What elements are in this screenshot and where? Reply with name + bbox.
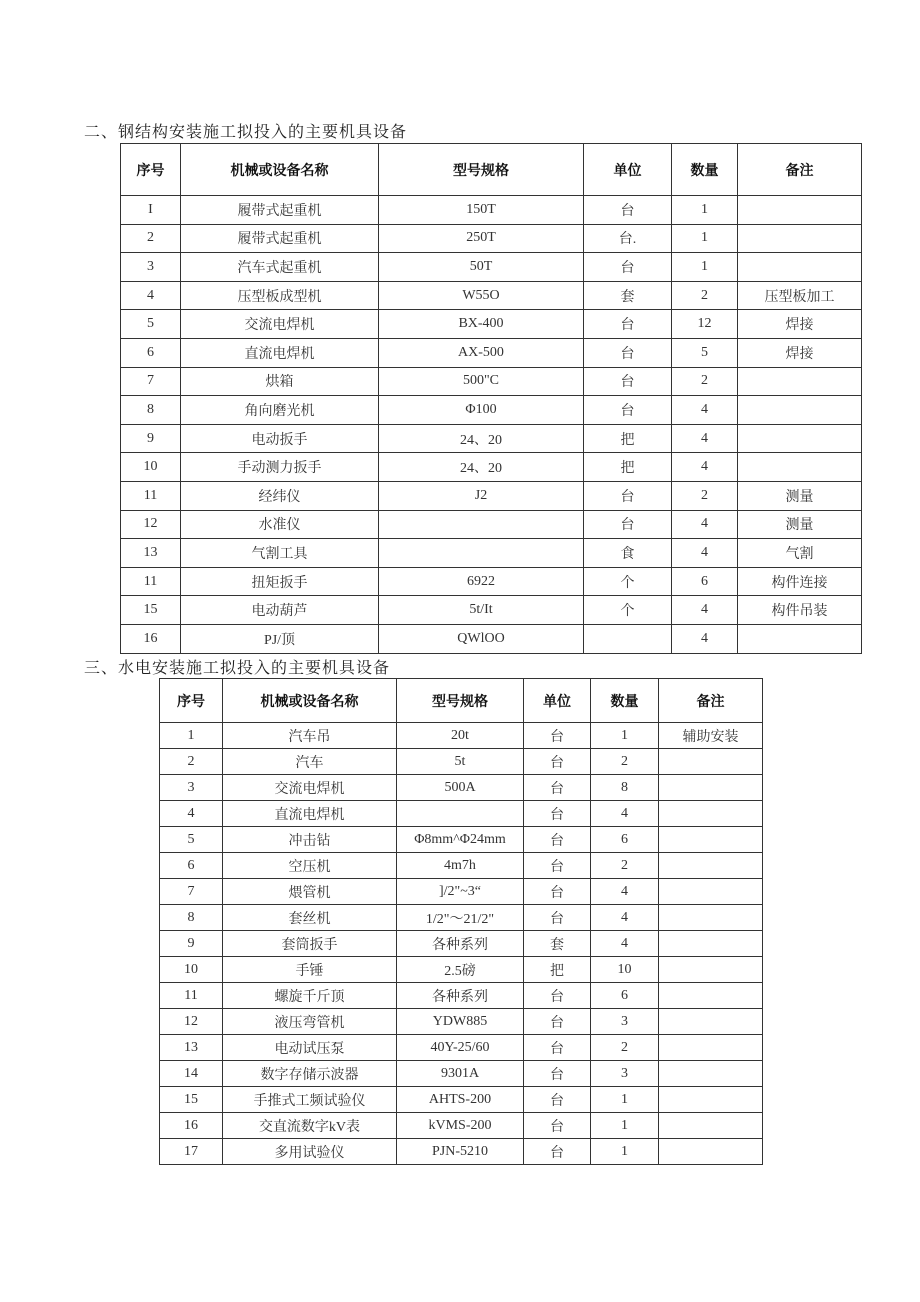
header-cell-name: 机械或设备名称 xyxy=(223,679,397,723)
unit-cell: 台 xyxy=(524,853,591,879)
name-cell: 水准仪 xyxy=(181,510,379,539)
header-cell-index: 序号 xyxy=(160,679,223,723)
note-cell xyxy=(659,1087,763,1113)
note-cell: 辅助安装 xyxy=(659,723,763,749)
index-cell: 6 xyxy=(160,853,223,879)
index-cell: 8 xyxy=(121,396,181,425)
model-cell: 5t xyxy=(397,749,524,775)
note-cell xyxy=(659,905,763,931)
name-cell: 交流电焊机 xyxy=(181,310,379,339)
index-cell: 16 xyxy=(160,1113,223,1139)
table-row xyxy=(121,539,862,568)
model-cell: W55O xyxy=(379,281,584,310)
qty-cell: 3 xyxy=(591,1061,659,1087)
name-cell: 手锤 xyxy=(223,957,397,983)
model-cell: 各种系列 xyxy=(397,983,524,1009)
note-cell: 焊接 xyxy=(738,310,862,339)
name-cell: 扭矩扳手 xyxy=(181,567,379,596)
name-cell: 压型板成型机 xyxy=(181,281,379,310)
qty-cell: 1 xyxy=(591,723,659,749)
header-cell-note: 备注 xyxy=(659,679,763,723)
model-cell: 500A xyxy=(397,775,524,801)
table-row xyxy=(160,1061,763,1087)
table-row xyxy=(160,1139,763,1165)
note-cell xyxy=(738,253,862,282)
note-cell xyxy=(738,196,862,225)
qty-cell: 5 xyxy=(672,338,738,367)
index-cell: 11 xyxy=(121,481,181,510)
unit-cell: 台 xyxy=(524,827,591,853)
note-cell xyxy=(659,879,763,905)
qty-cell: 4 xyxy=(591,879,659,905)
note-cell: 气割 xyxy=(738,539,862,568)
qty-cell: 4 xyxy=(672,624,738,653)
model-cell: 250T xyxy=(379,224,584,253)
model-cell: PJN-5210 xyxy=(397,1139,524,1165)
name-cell: 汽车 xyxy=(223,749,397,775)
table-row xyxy=(121,424,862,453)
qty-cell: 4 xyxy=(591,905,659,931)
model-cell: 9301A xyxy=(397,1061,524,1087)
unit-cell: 台 xyxy=(524,1061,591,1087)
name-cell: 交流电焊机 xyxy=(223,775,397,801)
index-cell: 12 xyxy=(160,1009,223,1035)
name-cell: 多用试验仪 xyxy=(223,1139,397,1165)
note-cell xyxy=(738,624,862,653)
qty-cell: 6 xyxy=(672,567,738,596)
unit-cell xyxy=(584,624,672,653)
unit-cell: 食 xyxy=(584,539,672,568)
note-cell xyxy=(738,453,862,482)
name-cell: 汽车吊 xyxy=(223,723,397,749)
header-cell-note: 备注 xyxy=(738,144,862,196)
qty-cell: 4 xyxy=(672,539,738,568)
note-cell xyxy=(659,1061,763,1087)
model-cell: QWlOO xyxy=(379,624,584,653)
model-cell: 150T xyxy=(379,196,584,225)
note-cell: 测量 xyxy=(738,481,862,510)
unit-cell: 台 xyxy=(584,367,672,396)
qty-cell: 6 xyxy=(591,827,659,853)
table-row xyxy=(160,931,763,957)
name-cell: 经纬仪 xyxy=(181,481,379,510)
index-cell: 12 xyxy=(121,510,181,539)
index-cell: 11 xyxy=(160,983,223,1009)
index-cell: 16 xyxy=(121,624,181,653)
name-cell: 电动试压泵 xyxy=(223,1035,397,1061)
table-row xyxy=(121,453,862,482)
qty-cell: 1 xyxy=(672,253,738,282)
index-cell: 5 xyxy=(121,310,181,339)
qty-cell: 4 xyxy=(591,931,659,957)
unit-cell: 把 xyxy=(584,424,672,453)
unit-cell: 台 xyxy=(584,310,672,339)
note-cell xyxy=(738,424,862,453)
qty-cell: 1 xyxy=(591,1139,659,1165)
header-cell-unit: 单位 xyxy=(524,679,591,723)
qty-cell: 10 xyxy=(591,957,659,983)
table-row xyxy=(160,827,763,853)
header-cell-qty: 数量 xyxy=(591,679,659,723)
table-row xyxy=(160,775,763,801)
name-cell: 液压弯管机 xyxy=(223,1009,397,1035)
header-cell-qty: 数量 xyxy=(672,144,738,196)
qty-cell: 1 xyxy=(672,224,738,253)
header-cell-index: 序号 xyxy=(121,144,181,196)
unit-cell: 把 xyxy=(584,453,672,482)
unit-cell: 个 xyxy=(584,567,672,596)
note-cell: 焊接 xyxy=(738,338,862,367)
model-cell: 各种系列 xyxy=(397,931,524,957)
note-cell xyxy=(659,1139,763,1165)
unit-cell: 台 xyxy=(584,481,672,510)
model-cell: 6922 xyxy=(379,567,584,596)
index-cell: 8 xyxy=(160,905,223,931)
note-cell xyxy=(659,749,763,775)
unit-cell: 台 xyxy=(584,253,672,282)
model-cell: ]/2"~3“ xyxy=(397,879,524,905)
qty-cell: 4 xyxy=(672,453,738,482)
table-row xyxy=(160,1087,763,1113)
unit-cell: 台 xyxy=(584,396,672,425)
qty-cell: 2 xyxy=(672,367,738,396)
unit-cell: 台 xyxy=(524,1087,591,1113)
qty-cell: 1 xyxy=(591,1087,659,1113)
unit-cell: 把 xyxy=(524,957,591,983)
utility-equipment-table xyxy=(159,678,763,1165)
index-cell: 17 xyxy=(160,1139,223,1165)
header-cell-model: 型号规格 xyxy=(397,679,524,723)
unit-cell: 台 xyxy=(524,749,591,775)
note-cell xyxy=(659,1113,763,1139)
table-row xyxy=(160,905,763,931)
index-cell: 10 xyxy=(121,453,181,482)
table-row xyxy=(121,196,862,225)
model-cell: YDW885 xyxy=(397,1009,524,1035)
table-row xyxy=(121,310,862,339)
index-cell: 2 xyxy=(160,749,223,775)
table-row xyxy=(121,396,862,425)
model-cell: AHTS-200 xyxy=(397,1087,524,1113)
note-cell: 构件连接 xyxy=(738,567,862,596)
name-cell: PJ/顶 xyxy=(181,624,379,653)
name-cell: 套丝机 xyxy=(223,905,397,931)
unit-cell: 台 xyxy=(524,905,591,931)
section-title-steel: 二、钢结构安装施工拟投入的主要机具设备 xyxy=(84,124,408,141)
model-cell: 500"C xyxy=(379,367,584,396)
table-row xyxy=(121,338,862,367)
header-cell-unit: 单位 xyxy=(584,144,672,196)
index-cell: 5 xyxy=(160,827,223,853)
name-cell: 电动葫芦 xyxy=(181,596,379,625)
qty-cell: 6 xyxy=(591,983,659,1009)
index-cell: 7 xyxy=(160,879,223,905)
qty-cell: 4 xyxy=(591,801,659,827)
unit-cell: 台 xyxy=(524,1009,591,1035)
unit-cell: 台 xyxy=(584,510,672,539)
table-row xyxy=(121,596,862,625)
qty-cell: 4 xyxy=(672,396,738,425)
index-cell: 15 xyxy=(160,1087,223,1113)
index-cell: 4 xyxy=(160,801,223,827)
index-cell: I xyxy=(121,196,181,225)
name-cell: 套筒扳手 xyxy=(223,931,397,957)
note-cell xyxy=(659,983,763,1009)
note-cell xyxy=(659,827,763,853)
table-row xyxy=(160,801,763,827)
qty-cell: 2 xyxy=(591,1035,659,1061)
qty-cell: 4 xyxy=(672,510,738,539)
table-row xyxy=(160,749,763,775)
table-row xyxy=(160,1113,763,1139)
model-cell: 20t xyxy=(397,723,524,749)
model-cell: 2.5磅 xyxy=(397,957,524,983)
unit-cell: 台 xyxy=(524,1113,591,1139)
index-cell: 15 xyxy=(121,596,181,625)
model-cell: 24、20 xyxy=(379,424,584,453)
qty-cell: 12 xyxy=(672,310,738,339)
name-cell: 空压机 xyxy=(223,853,397,879)
note-cell xyxy=(659,853,763,879)
index-cell: 2 xyxy=(121,224,181,253)
model-cell: Φ8mm^Φ24mm xyxy=(397,827,524,853)
table-header-row xyxy=(160,679,763,723)
unit-cell: 台 xyxy=(524,1139,591,1165)
unit-cell: 台 xyxy=(524,1035,591,1061)
note-cell: 压型板加工 xyxy=(738,281,862,310)
model-cell: 50T xyxy=(379,253,584,282)
table-row xyxy=(160,1009,763,1035)
model-cell: Φ100 xyxy=(379,396,584,425)
model-cell: BX-400 xyxy=(379,310,584,339)
table-row xyxy=(121,253,862,282)
unit-cell: 台 xyxy=(524,879,591,905)
model-cell: AX-500 xyxy=(379,338,584,367)
note-cell xyxy=(738,224,862,253)
unit-cell: 台 xyxy=(584,338,672,367)
unit-cell: 台 xyxy=(584,196,672,225)
model-cell xyxy=(397,801,524,827)
table-row xyxy=(121,367,862,396)
unit-cell: 台 xyxy=(524,775,591,801)
steel-equipment-table xyxy=(120,143,862,654)
qty-cell: 2 xyxy=(672,481,738,510)
name-cell: 交直流数字kV表 xyxy=(223,1113,397,1139)
table-row xyxy=(160,957,763,983)
index-cell: 13 xyxy=(160,1035,223,1061)
model-cell xyxy=(379,510,584,539)
qty-cell: 2 xyxy=(591,853,659,879)
note-cell xyxy=(659,1009,763,1035)
table-row xyxy=(160,1035,763,1061)
unit-cell: 个 xyxy=(584,596,672,625)
name-cell: 直流电焊机 xyxy=(223,801,397,827)
unit-cell: 台 xyxy=(524,983,591,1009)
note-cell xyxy=(738,396,862,425)
model-cell xyxy=(379,539,584,568)
unit-cell: 台. xyxy=(584,224,672,253)
table-row xyxy=(121,510,862,539)
name-cell: 汽车式起重机 xyxy=(181,253,379,282)
model-cell: 4m7h xyxy=(397,853,524,879)
header-cell-model: 型号规格 xyxy=(379,144,584,196)
name-cell: 气割工具 xyxy=(181,539,379,568)
section-title-utility: 三、水电安装施工拟投入的主要机具设备 xyxy=(84,660,391,677)
name-cell: 螺旋千斤顶 xyxy=(223,983,397,1009)
note-cell xyxy=(659,957,763,983)
index-cell: 9 xyxy=(160,931,223,957)
name-cell: 烘箱 xyxy=(181,367,379,396)
index-cell: 13 xyxy=(121,539,181,568)
index-cell: 14 xyxy=(160,1061,223,1087)
table-row xyxy=(160,723,763,749)
table-row xyxy=(160,853,763,879)
index-cell: 3 xyxy=(160,775,223,801)
table-row xyxy=(121,224,862,253)
table-row xyxy=(121,624,862,653)
note-cell: 构件吊装 xyxy=(738,596,862,625)
unit-cell: 台 xyxy=(524,801,591,827)
qty-cell: 2 xyxy=(591,749,659,775)
model-cell: kVMS-200 xyxy=(397,1113,524,1139)
index-cell: 9 xyxy=(121,424,181,453)
name-cell: 冲击钻 xyxy=(223,827,397,853)
note-cell xyxy=(659,775,763,801)
index-cell: 7 xyxy=(121,367,181,396)
name-cell: 电动扳手 xyxy=(181,424,379,453)
model-cell: 24、20 xyxy=(379,453,584,482)
qty-cell: 4 xyxy=(672,424,738,453)
model-cell: 1/2"～21/2" xyxy=(397,905,524,931)
qty-cell: 4 xyxy=(672,596,738,625)
note-cell xyxy=(659,931,763,957)
index-cell: 10 xyxy=(160,957,223,983)
index-cell: 1 xyxy=(160,723,223,749)
name-cell: 履带式起重机 xyxy=(181,196,379,225)
note-cell xyxy=(659,801,763,827)
qty-cell: 1 xyxy=(672,196,738,225)
qty-cell: 2 xyxy=(672,281,738,310)
name-cell: 手推式工频试验仪 xyxy=(223,1087,397,1113)
name-cell: 数字存储示波器 xyxy=(223,1061,397,1087)
name-cell: 煨管机 xyxy=(223,879,397,905)
table-row xyxy=(121,567,862,596)
table-row xyxy=(121,281,862,310)
model-cell: 40Y-25/60 xyxy=(397,1035,524,1061)
unit-cell: 套 xyxy=(524,931,591,957)
model-cell: J2 xyxy=(379,481,584,510)
index-cell: 4 xyxy=(121,281,181,310)
table-header-row xyxy=(121,144,862,196)
name-cell: 手动测力扳手 xyxy=(181,453,379,482)
table-row xyxy=(160,879,763,905)
qty-cell: 8 xyxy=(591,775,659,801)
model-cell: 5t/It xyxy=(379,596,584,625)
note-cell xyxy=(659,1035,763,1061)
note-cell: 测量 xyxy=(738,510,862,539)
header-cell-name: 机械或设备名称 xyxy=(181,144,379,196)
index-cell: 6 xyxy=(121,338,181,367)
qty-cell: 1 xyxy=(591,1113,659,1139)
name-cell: 履带式起重机 xyxy=(181,224,379,253)
index-cell: 11 xyxy=(121,567,181,596)
unit-cell: 套 xyxy=(584,281,672,310)
qty-cell: 3 xyxy=(591,1009,659,1035)
name-cell: 直流电焊机 xyxy=(181,338,379,367)
name-cell: 角向磨光机 xyxy=(181,396,379,425)
table-row xyxy=(160,983,763,1009)
unit-cell: 台 xyxy=(524,723,591,749)
index-cell: 3 xyxy=(121,253,181,282)
note-cell xyxy=(738,367,862,396)
table-row xyxy=(121,481,862,510)
